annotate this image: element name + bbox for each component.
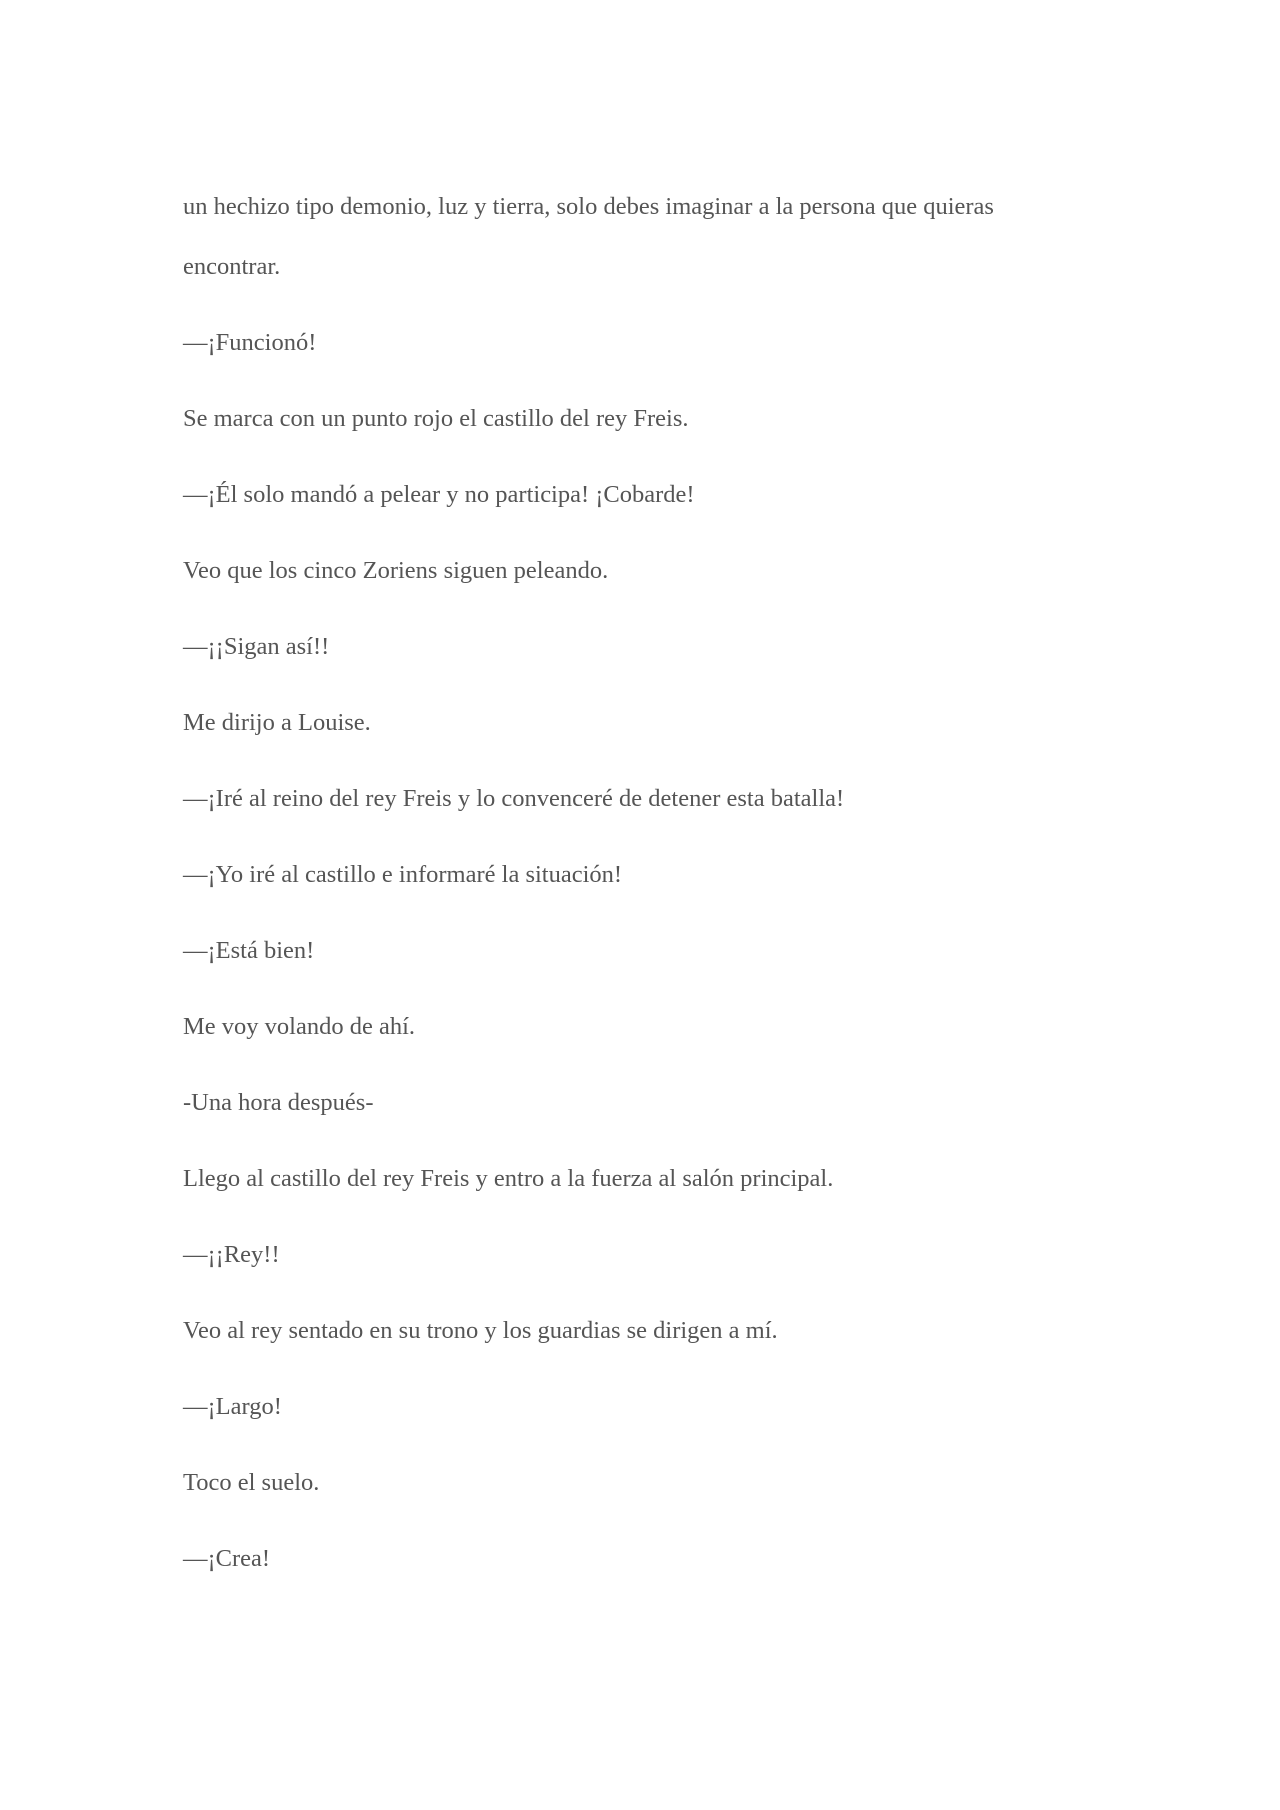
paragraph: —¡¡Sigan así!! <box>183 633 330 660</box>
paragraph: —¡¡Rey!! <box>183 1241 280 1268</box>
paragraph: -Una hora después- <box>183 1089 374 1116</box>
paragraph: Llego al castillo del rey Freis y entro a la fuerza al salón principal. <box>183 1165 834 1192</box>
paragraph: Veo al rey sentado en su trono y los guardias se dirigen a mí. <box>183 1317 778 1344</box>
paragraph: Toco el suelo. <box>183 1469 320 1496</box>
paragraph: —¡Crea! <box>183 1545 271 1572</box>
paragraph: Me voy volando de ahí. <box>183 1013 416 1040</box>
paragraph: Se marca con un punto rojo el castillo del rey Freis. <box>183 405 689 432</box>
text-body <box>183 177 1083 1589</box>
paragraph: —¡Largo! <box>183 1393 282 1420</box>
paragraph: Me dirijo a Louise. <box>183 709 371 736</box>
paragraph: un hechizo tipo demonio, luz y tierra, solo debes imaginar a la persona que quieras encontrar. <box>183 193 994 280</box>
paragraph: —¡Él solo mandó a pelear y no participa! ¡Cobarde! <box>183 481 695 508</box>
paragraph: —¡Yo iré al castillo e informaré la situación! <box>183 861 623 888</box>
paragraph: Veo que los cinco Zoriens siguen peleando. <box>183 557 609 584</box>
paragraph: —¡Funcionó! <box>183 329 317 356</box>
paragraph: —¡Iré al reino del rey Freis y lo convenceré de detener esta batalla! <box>183 785 845 812</box>
paragraph: —¡Está bien! <box>183 937 315 964</box>
